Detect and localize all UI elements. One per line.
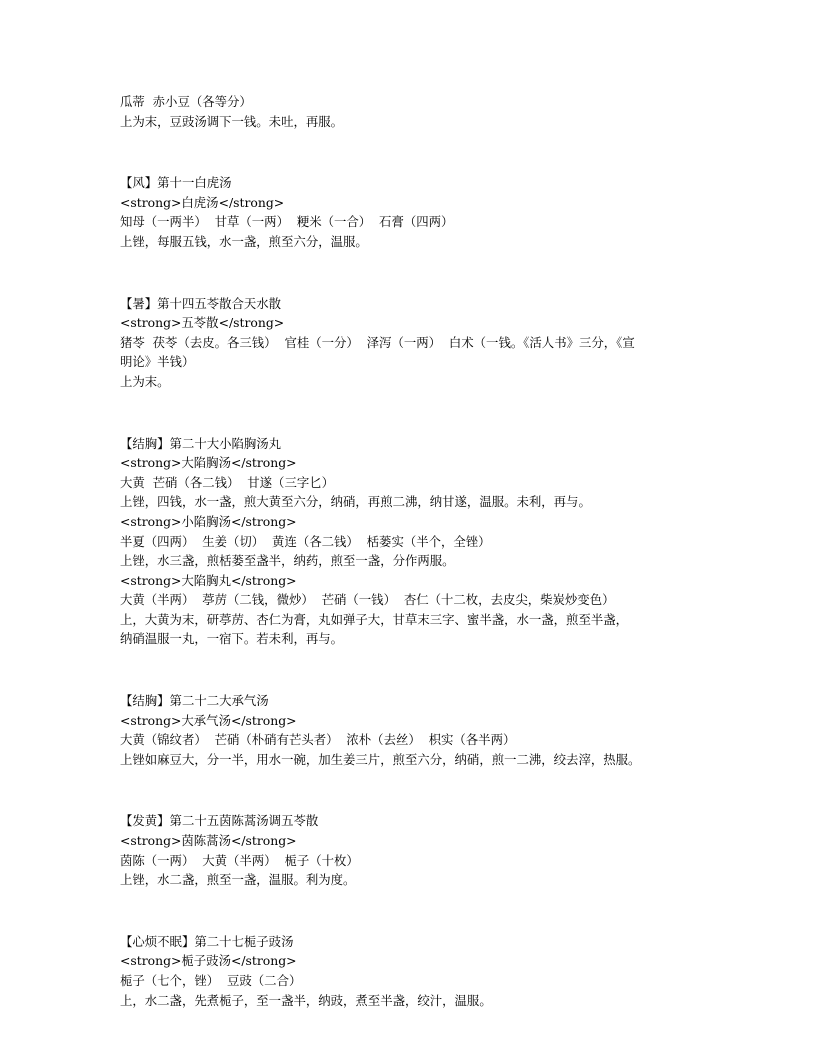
section-heading: 【发黄】第二十五茵陈蒿汤调五苓散: [120, 813, 319, 829]
text-line: 茵陈（一两） 大黄（半两） 栀子（十枚）: [120, 852, 359, 868]
text-line: 上锉如麻豆大，分一半，用水一碗，加生姜三片，煎至六分，纳硝，煎一二沸，绞去滓，热服。: [120, 751, 641, 767]
formula-name: <strong>小陷胸汤</strong>: [120, 513, 297, 529]
formula-name: <strong>白虎汤</strong>: [120, 194, 285, 210]
formula-name: <strong>大陷胸汤</strong>: [120, 455, 297, 471]
text-line: 上锉，每服五钱，水一盏，煎至六分，温服。: [120, 233, 368, 249]
text-line: 大黄（半两） 葶苈（二钱，微炒） 芒硝（一钱） 杏仁（十二枚，去皮尖，柴炭炒变色）: [120, 592, 615, 608]
formula-name: <strong>栀子豉汤</strong>: [120, 953, 297, 969]
text-section: [120, 811, 760, 889]
text-section: [120, 294, 760, 392]
text-section: [120, 932, 760, 1010]
text-line: 上锉，水三盏，煎栝蒌至盏半，纳药，煎至一盏，分作两服。: [120, 553, 455, 569]
text-line: 明论》半钱）: [120, 354, 195, 370]
section-heading: 【风】第十一白虎汤: [120, 175, 232, 191]
section-heading: 【结胸】第二十大小陷胸汤丸: [120, 435, 282, 451]
text-section: [120, 173, 760, 251]
text-section: [120, 92, 760, 131]
formula-name: <strong>茵陈蒿汤</strong>: [120, 833, 297, 849]
text-line: 上为末，豆豉汤调下一钱。未吐，再服。: [120, 113, 344, 129]
section-heading: 【暑】第十四五苓散合天水散: [120, 295, 282, 311]
formula-name: <strong>五苓散</strong>: [120, 315, 285, 331]
text-line: 上锉，四钱，水一盏，煎大黄至六分，纳硝，再煎二沸，纳甘遂，温服。未利，再与。: [120, 494, 591, 510]
text-line: 半夏（四两） 生姜（切） 黄连（各二钱） 栝蒌实（半个，全锉）: [120, 533, 491, 549]
text-section: [120, 691, 760, 769]
text-line: 知母（一两半） 甘草（一两） 粳米（一合） 石膏（四两）: [120, 214, 454, 230]
text-line: 上为末。: [120, 373, 170, 389]
formula-name: <strong>大承气汤</strong>: [120, 712, 297, 728]
text-line: 栀子（七个，锉） 豆豉（二合）: [120, 973, 302, 988]
text-line: 上，水二盏，先煮栀子，至一盏半，纳豉，煮至半盏，绞汁，温服。: [120, 992, 492, 1008]
section-heading: 【结胸】第二十二大承气汤: [120, 693, 269, 709]
text-line: 猪苓 茯苓（去皮。各三钱） 官桂（一分） 泽泻（一两） 白术（一钱。《活人书》三分，《宣: [120, 334, 635, 350]
text-section: [120, 434, 760, 650]
text-line: 大黄 芒硝（各二钱） 甘遂（三字匕）: [120, 474, 335, 490]
section-heading: 【心烦不眠】第二十七栀子豉汤: [120, 933, 294, 949]
text-line: 瓜蒂 赤小豆（各等分）: [120, 94, 252, 109]
text-line: 上锉，水二盏，煎至一盏，温服。利为度。: [120, 872, 356, 888]
text-line: 上，大黄为末，研葶苈、杏仁为膏，丸如弹子大，甘草末三字、蜜半盏，水一盏，煎至半盏，: [120, 611, 629, 627]
formula-name: <strong>大陷胸丸</strong>: [120, 572, 297, 588]
document-page: [120, 92, 760, 1052]
text-line: 大黄（锦纹者） 芒硝（朴硝有芒头者） 浓朴（去丝） 枳实（各半两）: [120, 732, 516, 748]
text-line: 纳硝温服一丸，一宿下。若未利，再与。: [120, 631, 344, 647]
